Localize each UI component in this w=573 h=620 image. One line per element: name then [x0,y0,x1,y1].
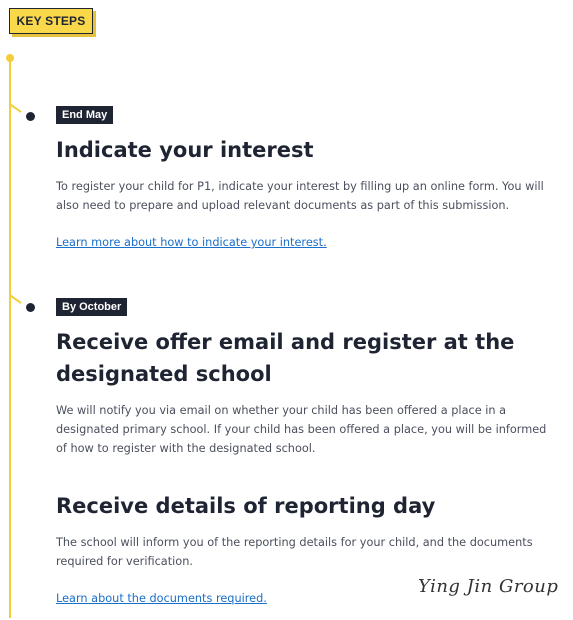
step-title: Receive details of reporting day [56,494,436,518]
step-date-badge: By October [56,298,127,316]
step-marker-dot [26,303,35,312]
link-period: . [323,236,327,249]
step-date-badge: End May [56,106,113,124]
step-title-line-1: Receive offer email and register at the [56,330,515,354]
documents-required-link[interactable]: Learn about the documents required. [56,592,267,605]
key-steps-label: KEY STEPS [9,8,93,34]
timeline-line [9,58,11,618]
step-title-line-2: designated school [56,362,272,386]
step-title: Indicate your interest [56,138,314,162]
watermark-signature: Ying Jin Group [418,576,559,597]
step-marker-dot [26,112,35,121]
step-description: To register your child for P1, indicate your interest by filling up an online form. You will also need to prepare and upload relevant documents as part of this submission. [56,180,544,212]
step-description: We will notify you via email on whether your child has been offered a place in a designated primary school. If your child has been offered a place, you will be informed of how to register with the designated school. [56,404,547,455]
indicate-interest-link[interactable]: Learn more about how to indicate your interest [56,236,324,249]
step-description: The school will inform you of the reporting details for your child, and the documents required for verification. [56,536,533,568]
indicate-interest-link-wrapper [56,234,327,252]
